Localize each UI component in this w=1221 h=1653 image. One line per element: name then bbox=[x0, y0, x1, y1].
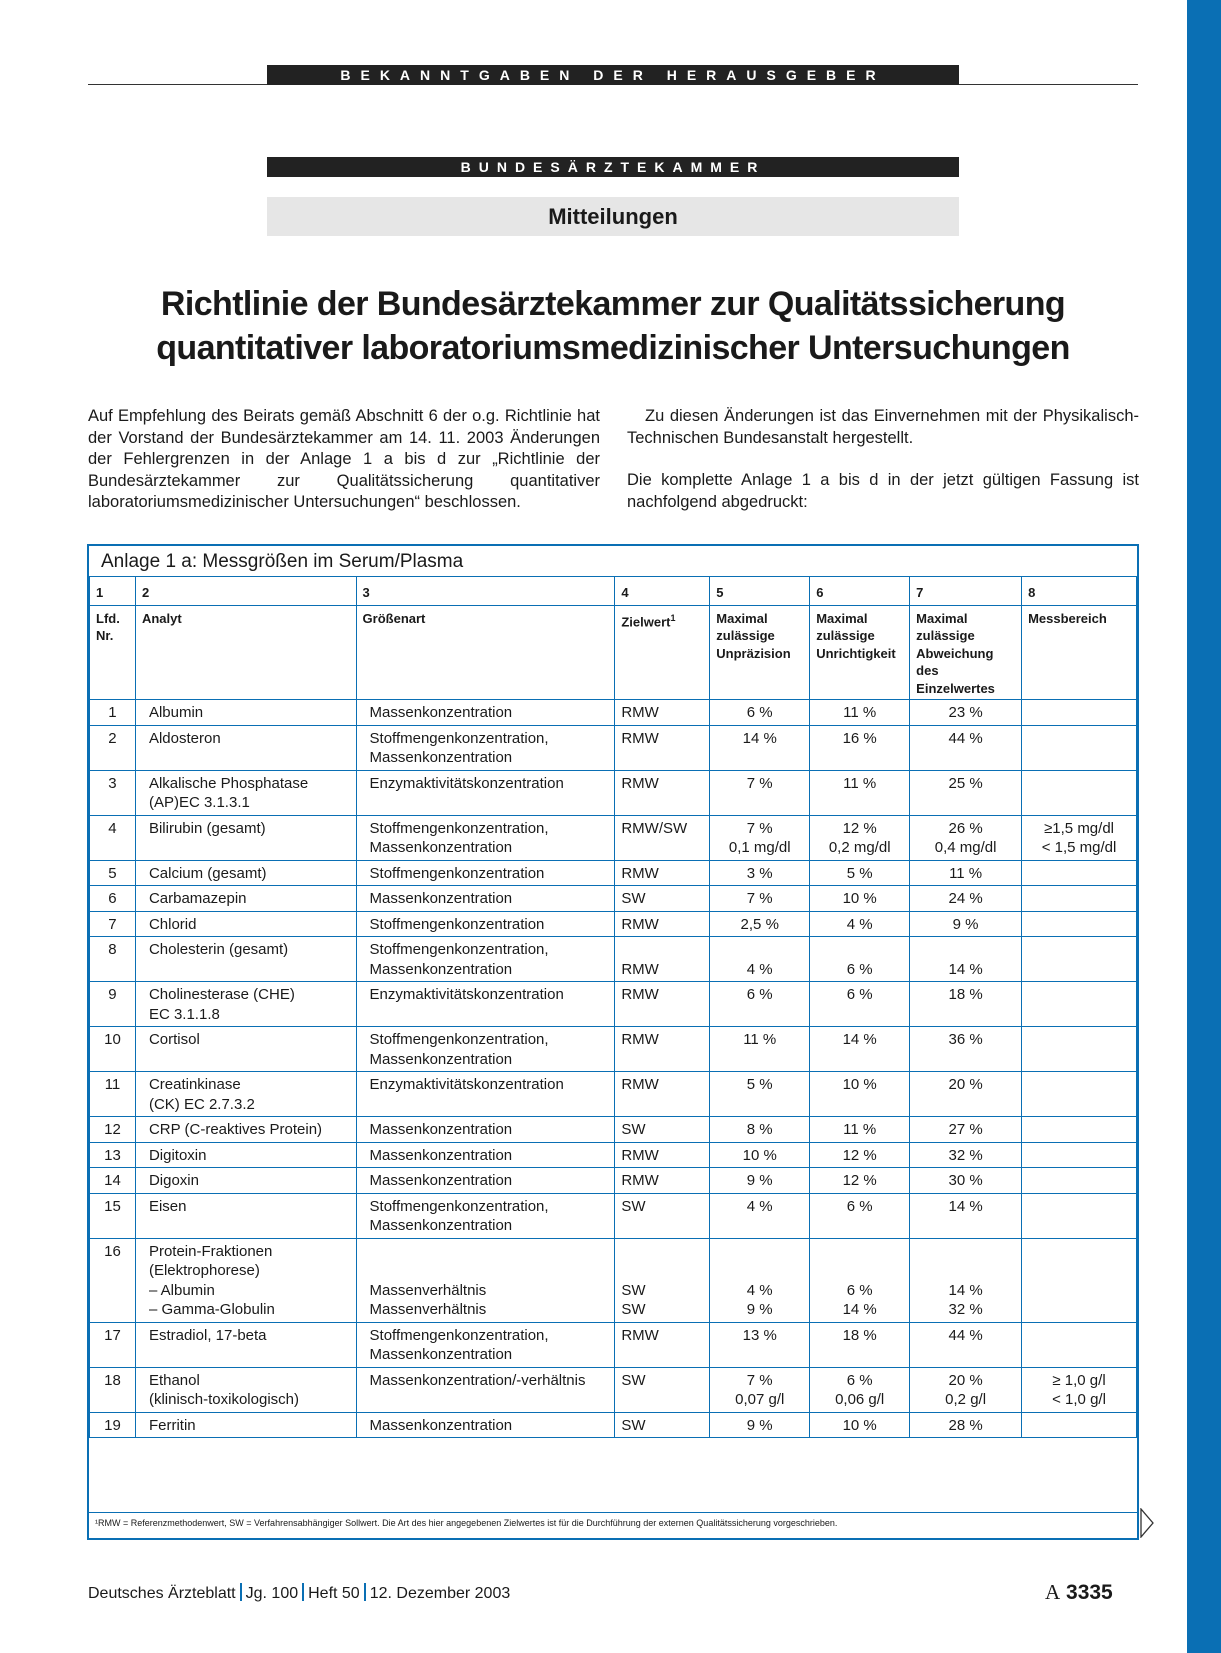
max-deviation: 14 % bbox=[910, 937, 1022, 982]
row-number: 7 bbox=[90, 911, 136, 937]
max-inaccuracy: 6 % bbox=[810, 937, 910, 982]
column-header: Analyt bbox=[135, 605, 356, 700]
table-row bbox=[90, 1412, 1137, 1438]
column-header: Maximal zulässige Unpräzision bbox=[710, 605, 810, 700]
target-value: RMW bbox=[615, 937, 710, 982]
max-deviation: 20 % 0,2 g/l bbox=[910, 1367, 1022, 1412]
table-row bbox=[90, 1117, 1137, 1143]
table-row bbox=[90, 1072, 1137, 1117]
analyte-name: Calcium (gesamt) bbox=[135, 860, 356, 886]
row-number: 5 bbox=[90, 860, 136, 886]
row-number: 12 bbox=[90, 1117, 136, 1143]
column-header: Maximal zulässige Abweichung des Einzelwertes bbox=[910, 605, 1022, 700]
max-imprecision: 3 % bbox=[710, 860, 810, 886]
quantity-type: Massenkonzentration bbox=[356, 1168, 615, 1194]
measuring-range bbox=[1022, 1117, 1137, 1143]
table-row bbox=[90, 770, 1137, 815]
analyte-name: Albumin bbox=[135, 700, 356, 726]
analyte-name: Estradiol, 17-beta bbox=[135, 1322, 356, 1367]
measuring-range: ≥ 1,0 g/l < 1,0 g/l bbox=[1022, 1367, 1137, 1412]
target-value: RMW bbox=[615, 700, 710, 726]
max-inaccuracy: 12 % bbox=[810, 1168, 910, 1194]
quantity-type: Stoffmengenkonzentration bbox=[356, 860, 615, 886]
row-number: 11 bbox=[90, 1072, 136, 1117]
max-inaccuracy: 18 % bbox=[810, 1322, 910, 1367]
max-deviation: 28 % bbox=[910, 1412, 1022, 1438]
max-deviation: 27 % bbox=[910, 1117, 1022, 1143]
max-inaccuracy: 5 % bbox=[810, 860, 910, 886]
max-deviation: 11 % bbox=[910, 860, 1022, 886]
max-deviation: 30 % bbox=[910, 1168, 1022, 1194]
target-value: RMW bbox=[615, 911, 710, 937]
side-color-bar bbox=[1187, 0, 1221, 1653]
target-value: SW bbox=[615, 1117, 710, 1143]
intro-right-column bbox=[627, 406, 1139, 513]
quantity-type: Massenkonzentration bbox=[356, 1142, 615, 1168]
max-imprecision: 9 % bbox=[710, 1168, 810, 1194]
max-inaccuracy: 10 % bbox=[810, 886, 910, 912]
max-inaccuracy: 6 % bbox=[810, 982, 910, 1027]
target-value: RMW bbox=[615, 860, 710, 886]
quantity-type: Massenverhältnis Massenverhältnis bbox=[356, 1238, 615, 1322]
analyte-name: Creatinkinase (CK) EC 2.7.3.2 bbox=[135, 1072, 356, 1117]
table-row bbox=[90, 1367, 1137, 1412]
row-number: 6 bbox=[90, 886, 136, 912]
column-number: 7 bbox=[910, 577, 1022, 606]
max-imprecision: 8 % bbox=[710, 1117, 810, 1143]
column-number: 5 bbox=[710, 577, 810, 606]
table-row bbox=[90, 1193, 1137, 1238]
analyte-name: Cholinesterase (CHE) EC 3.1.1.8 bbox=[135, 982, 356, 1027]
analyte-name: Aldosteron bbox=[135, 725, 356, 770]
quantity-type: Massenkonzentration/-verhältnis bbox=[356, 1367, 615, 1412]
max-deviation: 18 % bbox=[910, 982, 1022, 1027]
row-number: 3 bbox=[90, 770, 136, 815]
table-row bbox=[90, 860, 1137, 886]
max-inaccuracy: 11 % bbox=[810, 1117, 910, 1143]
analyte-name: Chlorid bbox=[135, 911, 356, 937]
target-value: RMW/SW bbox=[615, 815, 710, 860]
column-number: 4 bbox=[615, 577, 710, 606]
footnote-marker: 1 bbox=[670, 612, 676, 623]
target-value: SW SW bbox=[615, 1238, 710, 1322]
intro-paragraph: Die komplette Anlage 1 a bis d in der jetzt gültigen Fassung ist nachfolgend abgedruckt: bbox=[627, 471, 1139, 511]
measuring-range bbox=[1022, 911, 1137, 937]
measuring-range bbox=[1022, 1072, 1137, 1117]
column-number: 8 bbox=[1022, 577, 1137, 606]
max-deviation: 14 % 32 % bbox=[910, 1238, 1022, 1322]
measuring-range bbox=[1022, 860, 1137, 886]
row-number: 14 bbox=[90, 1168, 136, 1194]
target-value: RMW bbox=[615, 725, 710, 770]
footer-separator bbox=[240, 1583, 242, 1601]
max-inaccuracy: 4 % bbox=[810, 911, 910, 937]
measuring-range bbox=[1022, 1412, 1137, 1438]
page-number-value: 3335 bbox=[1066, 1581, 1113, 1604]
table-row bbox=[90, 815, 1137, 860]
max-imprecision: 6 % bbox=[710, 700, 810, 726]
target-value: RMW bbox=[615, 1322, 710, 1367]
target-value: RMW bbox=[615, 770, 710, 815]
max-deviation: 44 % bbox=[910, 725, 1022, 770]
max-imprecision: 7 % bbox=[710, 770, 810, 815]
row-number: 10 bbox=[90, 1027, 136, 1072]
column-header bbox=[615, 605, 710, 700]
row-number: 8 bbox=[90, 937, 136, 982]
measuring-range bbox=[1022, 1322, 1137, 1367]
row-number: 2 bbox=[90, 725, 136, 770]
column-header: Größenart bbox=[356, 605, 615, 700]
row-number: 18 bbox=[90, 1367, 136, 1412]
max-deviation: 9 % bbox=[910, 911, 1022, 937]
analyte-name: Digoxin bbox=[135, 1168, 356, 1194]
quantity-type: Enzymaktivitätskonzentration bbox=[356, 770, 615, 815]
row-number: 16 bbox=[90, 1238, 136, 1322]
max-deviation: 14 % bbox=[910, 1193, 1022, 1238]
page-number bbox=[1045, 1581, 1113, 1604]
quantity-type: Massenkonzentration bbox=[356, 1412, 615, 1438]
target-value: SW bbox=[615, 1412, 710, 1438]
quantity-type: Stoffmengenkonzentration, Massenkonzentration bbox=[356, 725, 615, 770]
max-inaccuracy: 6 % bbox=[810, 1193, 910, 1238]
anlage-table-box bbox=[87, 544, 1139, 1540]
target-value: RMW bbox=[615, 982, 710, 1027]
max-imprecision: 4 % bbox=[710, 1193, 810, 1238]
quantity-type: Enzymaktivitätskonzentration bbox=[356, 1072, 615, 1117]
max-imprecision: 10 % bbox=[710, 1142, 810, 1168]
row-number: 4 bbox=[90, 815, 136, 860]
quantity-type: Massenkonzentration bbox=[356, 886, 615, 912]
max-imprecision: 7 % 0,1 mg/dl bbox=[710, 815, 810, 860]
category-banner: Mitteilungen bbox=[267, 197, 959, 236]
measuring-range bbox=[1022, 700, 1137, 726]
intro-paragraph: Zu diesen Änderungen ist das Einvernehmen mit der Physikalisch-Technischen Bundesanstalt hergestellt. bbox=[627, 407, 1139, 447]
journal-volume: Jg. 100 bbox=[245, 1585, 299, 1602]
max-inaccuracy: 11 % bbox=[810, 700, 910, 726]
column-number: 3 bbox=[356, 577, 615, 606]
analyte-name: Carbamazepin bbox=[135, 886, 356, 912]
measuring-range: ≥1,5 mg/dl < 1,5 mg/dl bbox=[1022, 815, 1137, 860]
quantity-type: Stoffmengenkonzentration, Massenkonzentration bbox=[356, 1193, 615, 1238]
quantity-type: Stoffmengenkonzentration, Massenkonzentration bbox=[356, 1027, 615, 1072]
quantity-type: Enzymaktivitätskonzentration bbox=[356, 982, 615, 1027]
measuring-range bbox=[1022, 1193, 1137, 1238]
max-deviation: 24 % bbox=[910, 886, 1022, 912]
intro-left-column bbox=[88, 406, 600, 514]
measurement-table bbox=[89, 576, 1137, 1438]
max-inaccuracy: 16 % bbox=[810, 725, 910, 770]
max-imprecision: 2,5 % bbox=[710, 911, 810, 937]
max-inaccuracy: 6 % 14 % bbox=[810, 1238, 910, 1322]
footer-separator bbox=[364, 1583, 366, 1601]
quantity-type: Stoffmengenkonzentration, Massenkonzentration bbox=[356, 937, 615, 982]
column-number: 1 bbox=[90, 577, 136, 606]
analyte-name: Alkalische Phosphatase (AP)EC 3.1.3.1 bbox=[135, 770, 356, 815]
max-imprecision: 4 % 9 % bbox=[710, 1238, 810, 1322]
org-banner: BUNDESÄRZTEKAMMER bbox=[267, 157, 959, 177]
max-inaccuracy: 10 % bbox=[810, 1412, 910, 1438]
measuring-range bbox=[1022, 1142, 1137, 1168]
analyte-name: Bilirubin (gesamt) bbox=[135, 815, 356, 860]
row-number: 13 bbox=[90, 1142, 136, 1168]
analyte-name: Protein-Fraktionen (Elektrophorese) – Albumin – Gamma-Globulin bbox=[135, 1238, 356, 1322]
analyte-name: CRP (C-reaktives Protein) bbox=[135, 1117, 356, 1143]
table-row bbox=[90, 1027, 1137, 1072]
table-row bbox=[90, 911, 1137, 937]
section-banner: BEKANNTGABEN DER HERAUSGEBER bbox=[267, 65, 959, 85]
max-imprecision: 6 % bbox=[710, 982, 810, 1027]
max-imprecision: 5 % bbox=[710, 1072, 810, 1117]
max-inaccuracy: 12 % bbox=[810, 1142, 910, 1168]
page-title: Richtlinie der Bundesärztekammer zur Qualitätssicherung quantitativer laboratoriumsmedizinischer Untersuchungen bbox=[156, 285, 1070, 367]
row-number: 17 bbox=[90, 1322, 136, 1367]
column-header-text: Zielwert bbox=[621, 613, 671, 629]
analyte-name: Eisen bbox=[135, 1193, 356, 1238]
page-prefix: A bbox=[1045, 1580, 1061, 1604]
journal-name: Deutsches Ärzteblatt bbox=[88, 1585, 236, 1602]
table-row bbox=[90, 1168, 1137, 1194]
column-number-row bbox=[90, 577, 1137, 606]
max-deviation: 36 % bbox=[910, 1027, 1022, 1072]
max-deviation: 25 % bbox=[910, 770, 1022, 815]
measuring-range bbox=[1022, 1168, 1137, 1194]
column-header: Messbereich bbox=[1022, 605, 1137, 700]
quantity-type: Stoffmengenkonzentration bbox=[356, 911, 615, 937]
analyte-name: Digitoxin bbox=[135, 1142, 356, 1168]
quantity-type: Stoffmengenkonzentration, Massenkonzentration bbox=[356, 1322, 615, 1367]
table-row bbox=[90, 725, 1137, 770]
column-header-row bbox=[90, 605, 1137, 700]
table-row bbox=[90, 1142, 1137, 1168]
analyte-name: Cholesterin (gesamt) bbox=[135, 937, 356, 982]
measuring-range bbox=[1022, 725, 1137, 770]
max-imprecision: 11 % bbox=[710, 1027, 810, 1072]
target-value: RMW bbox=[615, 1072, 710, 1117]
max-imprecision: 9 % bbox=[710, 1412, 810, 1438]
row-number: 19 bbox=[90, 1412, 136, 1438]
table-body bbox=[90, 577, 1137, 1438]
triangle-right-outline-icon bbox=[1140, 1508, 1154, 1538]
measuring-range bbox=[1022, 1238, 1137, 1322]
row-number: 9 bbox=[90, 982, 136, 1027]
measuring-range bbox=[1022, 886, 1137, 912]
max-deviation: 32 % bbox=[910, 1142, 1022, 1168]
table-row bbox=[90, 700, 1137, 726]
max-imprecision: 7 % 0,07 g/l bbox=[710, 1367, 810, 1412]
max-inaccuracy: 10 % bbox=[810, 1072, 910, 1117]
max-imprecision: 13 % bbox=[710, 1322, 810, 1367]
max-inaccuracy: 14 % bbox=[810, 1027, 910, 1072]
table-row bbox=[90, 1322, 1137, 1367]
table-row bbox=[90, 937, 1137, 982]
max-imprecision: 14 % bbox=[710, 725, 810, 770]
column-number: 6 bbox=[810, 577, 910, 606]
target-value: RMW bbox=[615, 1168, 710, 1194]
target-value: SW bbox=[615, 1193, 710, 1238]
column-header: Lfd. Nr. bbox=[90, 605, 136, 700]
max-inaccuracy: 11 % bbox=[810, 770, 910, 815]
footer-separator bbox=[302, 1583, 304, 1601]
max-deviation: 20 % bbox=[910, 1072, 1022, 1117]
row-number: 1 bbox=[90, 700, 136, 726]
analyte-name: Ethanol (klinisch-toxikologisch) bbox=[135, 1367, 356, 1412]
max-inaccuracy: 12 % 0,2 mg/dl bbox=[810, 815, 910, 860]
max-inaccuracy: 6 % 0,06 g/l bbox=[810, 1367, 910, 1412]
target-value: RMW bbox=[615, 1027, 710, 1072]
max-deviation: 23 % bbox=[910, 700, 1022, 726]
measuring-range bbox=[1022, 982, 1137, 1027]
table-row bbox=[90, 982, 1137, 1027]
measuring-range bbox=[1022, 937, 1137, 982]
measuring-range bbox=[1022, 1027, 1137, 1072]
row-number: 15 bbox=[90, 1193, 136, 1238]
journal-issue: Heft 50 bbox=[308, 1585, 360, 1602]
target-value: SW bbox=[615, 1367, 710, 1412]
intro-paragraph: Auf Empfehlung des Beirats gemäß Abschnitt 6 der o.g. Richtlinie hat der Vorstand der Bundesärztekammer am 14. 11. 2003 Änderungen der Fehlergrenzen in der Anlage 1 a bis d zur „Richtlinie der Bundesärztekammer zur Qualitätssicherung quantitativer laboratoriumsmedizinischer Untersuchungen“ beschlossen. bbox=[88, 407, 600, 511]
target-value: SW bbox=[615, 886, 710, 912]
quantity-type: Massenkonzentration bbox=[356, 1117, 615, 1143]
target-value: RMW bbox=[615, 1142, 710, 1168]
column-header: Maximal zulässige Unrichtigkeit bbox=[810, 605, 910, 700]
analyte-name: Cortisol bbox=[135, 1027, 356, 1072]
max-imprecision: 4 % bbox=[710, 937, 810, 982]
max-deviation: 44 % bbox=[910, 1322, 1022, 1367]
analyte-name: Ferritin bbox=[135, 1412, 356, 1438]
table-row bbox=[90, 1238, 1137, 1322]
table-footnote: ¹RMW = Referenzmethodenwert, SW = Verfahrensabhängiger Sollwert. Die Art des hier angegebenen Zielwertes ist für die Durchführung der externen Qualitätssicherung vorgeschrieben. bbox=[89, 1512, 1137, 1533]
footer-citation bbox=[88, 1583, 510, 1604]
journal-date: 12. Dezember 2003 bbox=[369, 1585, 511, 1602]
measuring-range bbox=[1022, 770, 1137, 815]
table-caption: Anlage 1 a: Messgrößen im Serum/Plasma bbox=[101, 551, 464, 572]
column-number: 2 bbox=[135, 577, 356, 606]
max-imprecision: 7 % bbox=[710, 886, 810, 912]
quantity-type: Massenkonzentration bbox=[356, 700, 615, 726]
max-deviation: 26 % 0,4 mg/dl bbox=[910, 815, 1022, 860]
table-row bbox=[90, 886, 1137, 912]
quantity-type: Stoffmengenkonzentration, Massenkonzentration bbox=[356, 815, 615, 860]
